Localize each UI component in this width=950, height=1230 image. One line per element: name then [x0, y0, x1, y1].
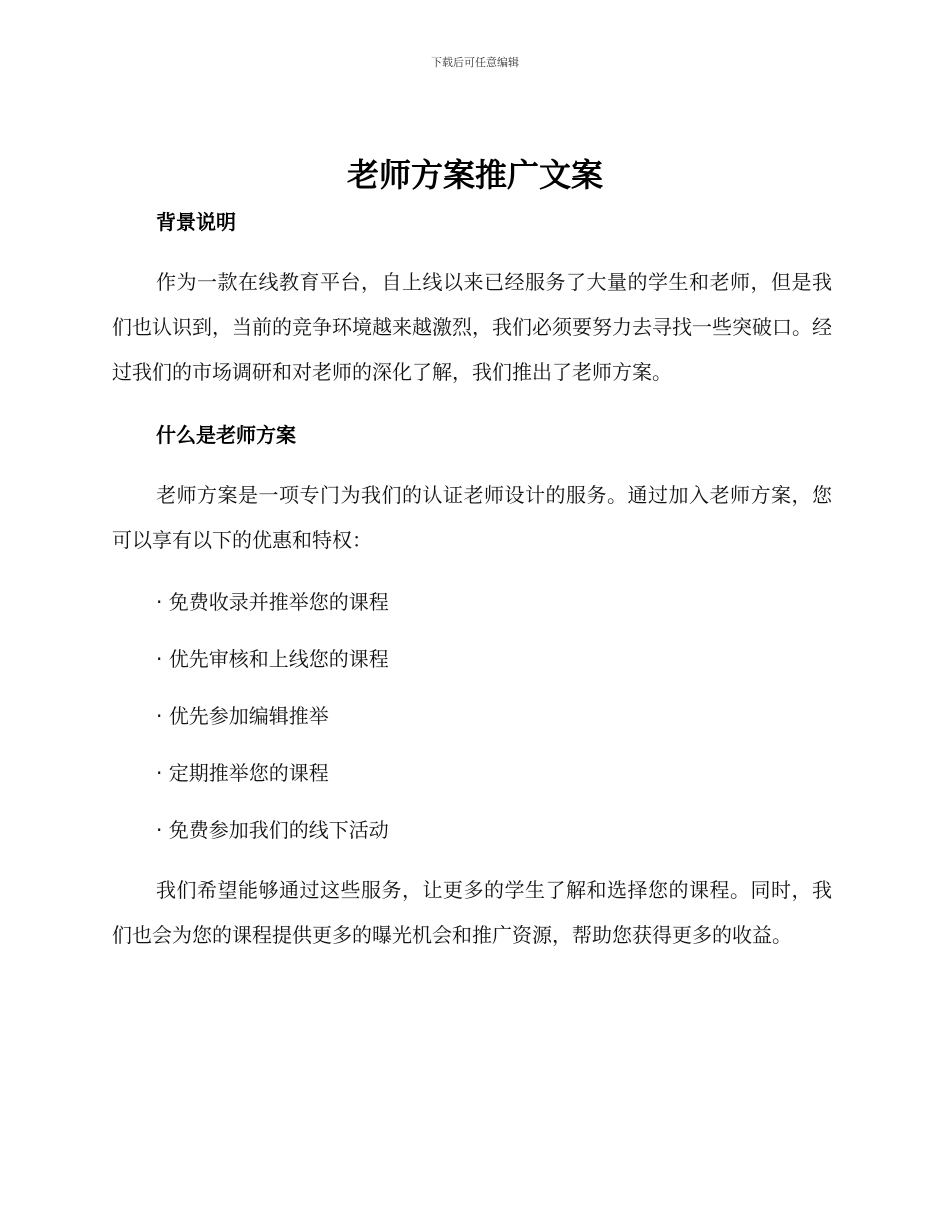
section-heading-background: 背景说明 [156, 210, 236, 234]
list-item: · 免费收录并推举您的课程 [156, 590, 389, 614]
document-body [112, 204, 832, 958]
benefit-list [112, 584, 832, 848]
header-note: 下载后可任意编辑 [431, 56, 519, 69]
document-title: 老师方案推广文案 [346, 156, 603, 194]
list-item: · 优先审核和上线您的课程 [156, 647, 389, 671]
paragraph-plan: 老师方案是一项专门为我们的认证老师设计的服务。通过加入老师方案，您可以享有以下的优惠和特权： [112, 483, 832, 552]
paragraph-background: 作为一款在线教育平台，自上线以来已经服务了大量的学生和老师，但是我们也认识到，当前的竞争环境越来越激烈，我们必须要努力去寻找一些突破口。经过我们的市场调研和对老师的深化了解，我们推出了老师方案。 [112, 270, 832, 384]
paragraph-closing: 我们希望能够通过这些服务，让更多的学生了解和选择您的课程。同时，我们也会为您的课程提供更多的曝光机会和推广资源，帮助您获得更多的收益。 [112, 878, 832, 947]
list-item: · 优先参加编辑推举 [156, 704, 329, 728]
list-item: · 免费参加我们的线下活动 [156, 818, 389, 842]
list-item: · 定期推举您的课程 [156, 761, 329, 785]
section-heading-plan: 什么是老师方案 [156, 423, 296, 447]
